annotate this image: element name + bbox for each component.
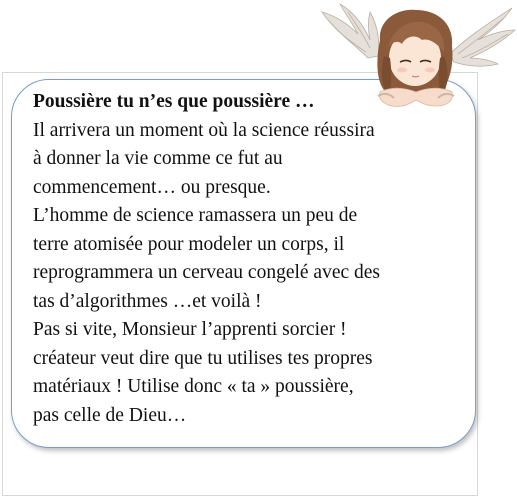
poem-line: reprogrammera un cerveau congelé avec des: [33, 262, 381, 283]
poem-line: créateur veut dire que tu utilises tes propres: [33, 347, 373, 369]
poem-line: à donner la vie comme ce fut au: [33, 148, 283, 169]
poem-line: Il arrivera un moment où la science réussira: [33, 119, 375, 141]
left-wing-icon: [322, 4, 379, 58]
angel-girl-icon: [318, 0, 517, 112]
right-wing-icon: [450, 8, 515, 66]
poem-line: terre atomisée pour modeler un corps, il: [33, 233, 345, 255]
poem-line: pas celle de Dieu…: [33, 404, 187, 426]
poem-line: tas d’algorithmes …et voilà !: [33, 290, 262, 312]
poem-line: Pas si vite, Monsieur l’apprenti sorcier !: [33, 319, 347, 340]
poem-title: Poussière tu n’es que poussière …: [33, 91, 315, 112]
poem-line: matériaux ! Utilise donc « ta » poussière,: [33, 376, 354, 397]
poem-line: L’homme de science ramassera un peu de: [33, 205, 358, 226]
poem-line: commencement… ou presque.: [33, 176, 271, 198]
poem-text: [33, 88, 473, 430]
